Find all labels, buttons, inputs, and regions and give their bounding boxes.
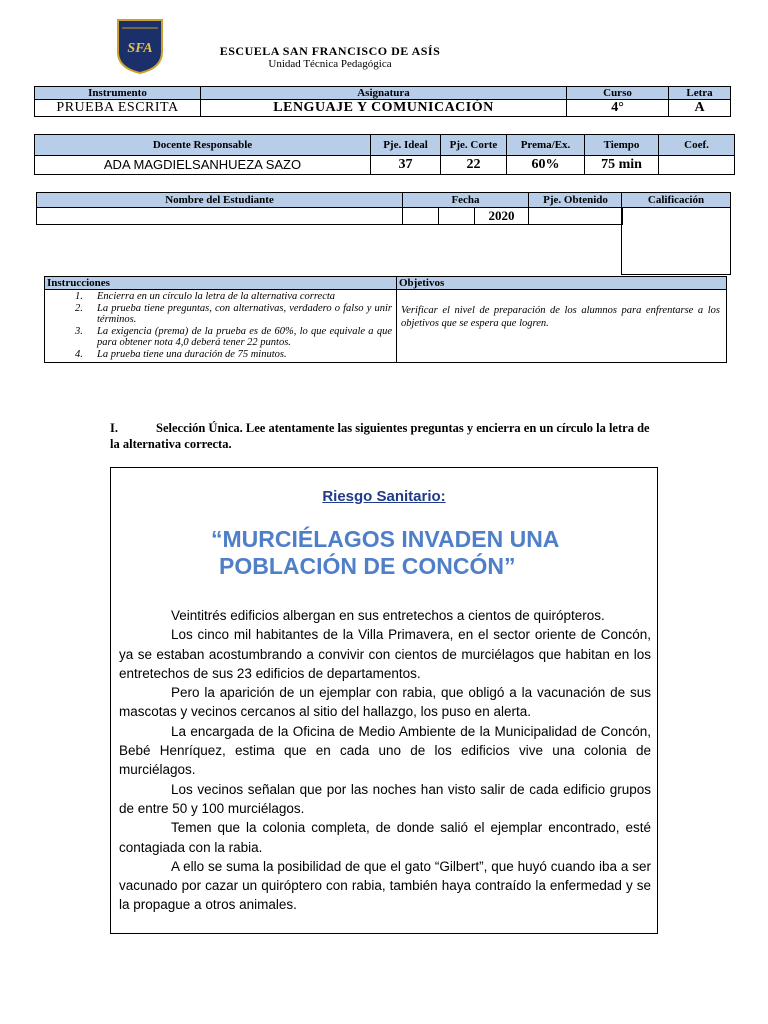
instruction-number: 2.	[75, 302, 83, 314]
unit-name: Unidad Técnica Pedagógica	[268, 58, 392, 70]
header-fecha: Fecha	[403, 193, 529, 208]
header-instrumento: Instrumento	[35, 87, 201, 100]
instruction-text: La prueba tiene una duración de 75 minutos.	[97, 348, 287, 360]
header-nombre: Nombre del Estudiante	[37, 193, 403, 208]
score-field[interactable]	[529, 208, 623, 225]
instruction-item	[47, 349, 392, 361]
article-paragraph: Los vecinos señalan que por las noches han visto salir de cada edificio grupos de entre 50 y 100 murciélagos.	[119, 781, 651, 816]
headline-line-2: POBLACIÓN DE CONCÓN”	[219, 553, 516, 579]
school-logo	[116, 18, 164, 74]
value-coef	[659, 156, 735, 175]
value-pje-ideal: 37	[371, 156, 441, 175]
value-instrumento: PRUEBA ESCRITA	[35, 100, 201, 117]
value-docente: ADA MAGDIELSANHUEZA SAZO	[35, 156, 371, 175]
instructions-header: Instrucciones	[45, 277, 397, 290]
header-curso: Curso	[567, 87, 669, 100]
instruction-number: 1.	[75, 291, 83, 302]
teacher-table	[34, 134, 735, 175]
article-headline	[211, 526, 641, 580]
article-paragraph: La encargada de la Oficina de Medio Ambiente de la Municipalidad de Concón, Bebé Henríquez, estima que en cada uno de los edificios vive una colonia de murciélagos.	[119, 723, 651, 778]
article-paragraph: Los cinco mil habitantes de la Villa Primavera, en el sector oriente de Concón, ya se estaban acostumbrando a convivir con cientos de murciélagos que habitan en los entretechos de sus 23 edificios de departamentos.	[119, 627, 651, 681]
instruction-item	[47, 326, 392, 349]
value-tiempo: 75 min	[585, 156, 659, 175]
value-asignatura: LENGUAJE Y COMUNICACIÓN	[201, 100, 567, 117]
article-paragraph: Temen que la colonia completa, de donde salió el ejemplar encontrado, esté contagiada con la rabia.	[119, 820, 651, 855]
instruction-text: La prueba tiene preguntas, con alternativas, verdadero o falso y unir términos.	[97, 302, 392, 325]
instructions-cell	[45, 290, 397, 363]
article-paragraph: Veintitrés edificios albergan en sus entretechos a cientos de quirópteros.	[171, 608, 605, 623]
article-subtitle: Riesgo Sanitario:	[322, 488, 446, 505]
article-box	[110, 467, 658, 934]
value-letra: A	[669, 100, 731, 117]
instruction-item	[47, 291, 392, 303]
section-heading	[110, 420, 660, 452]
grade-field[interactable]	[622, 208, 731, 275]
student-name-field[interactable]	[37, 208, 403, 225]
section-number: I.	[110, 421, 118, 435]
instruction-text: Encierra en un círculo la letra de la alternativa correcta	[97, 291, 336, 302]
header-prema: Prema/Ex.	[507, 135, 585, 156]
headline-line-1: “MURCIÉLAGOS INVADEN UNA	[211, 526, 560, 552]
school-name: ESCUELA SAN FRANCISCO DE ASÍS	[219, 44, 441, 58]
header-pje-obtenido: Pje. Obtenido	[529, 193, 623, 208]
value-prema: 60%	[507, 156, 585, 175]
instructions-table	[44, 276, 727, 363]
header-calificacion: Calificación	[622, 193, 731, 208]
value-pje-corte: 22	[441, 156, 507, 175]
date-day-field[interactable]	[403, 208, 439, 225]
grade-table	[621, 192, 731, 275]
article-body	[119, 606, 651, 915]
header-asignatura: Asignatura	[201, 87, 567, 100]
article-paragraph: Pero la aparición de un ejemplar con rabia, que obligó a la vacunación de sus mascotas y vecinos cercanos al sitio del hallazgo, los puso en alerta.	[119, 685, 651, 720]
instruction-number: 4.	[75, 348, 83, 360]
header-pje-ideal: Pje. Ideal	[371, 135, 441, 156]
info-table	[34, 86, 731, 117]
header-coef: Coef.	[659, 135, 735, 156]
logo-monogram: SFA	[127, 41, 153, 56]
instruction-text: La exigencia (prema) de la prueba es de 60%, lo que equivale a que para obtener nota 4,0 deberá tener 22 puntos.	[97, 325, 392, 348]
article-paragraph: A ello se suma la posibilidad de que el gato “Gilbert”, que huyó cuando iba a ser vacunado por cazar un quiróptero con rabia, también haya contraído la enfermedad y se la propague a otros animales.	[119, 858, 651, 913]
instruction-item	[47, 303, 392, 326]
value-curso: 4°	[567, 100, 669, 117]
header-tiempo: Tiempo	[585, 135, 659, 156]
instruction-number: 3.	[75, 325, 83, 337]
student-table	[36, 192, 623, 225]
header-pje-corte: Pje. Corte	[441, 135, 507, 156]
date-year: 2020	[475, 208, 529, 225]
date-month-field[interactable]	[439, 208, 475, 225]
header-docente: Docente Responsable	[35, 135, 371, 156]
objectives-header: Objetivos	[397, 277, 727, 290]
header-letra: Letra	[669, 87, 731, 100]
section-text: Selección Única. Lee atentamente las siguientes preguntas y encierra en un círculo la letra de la alternativa correcta.	[110, 421, 650, 451]
objective-text: Verificar el nivel de preparación de los alumnos para enfrentarse a los objetivos que se espera que logren.	[397, 290, 727, 363]
